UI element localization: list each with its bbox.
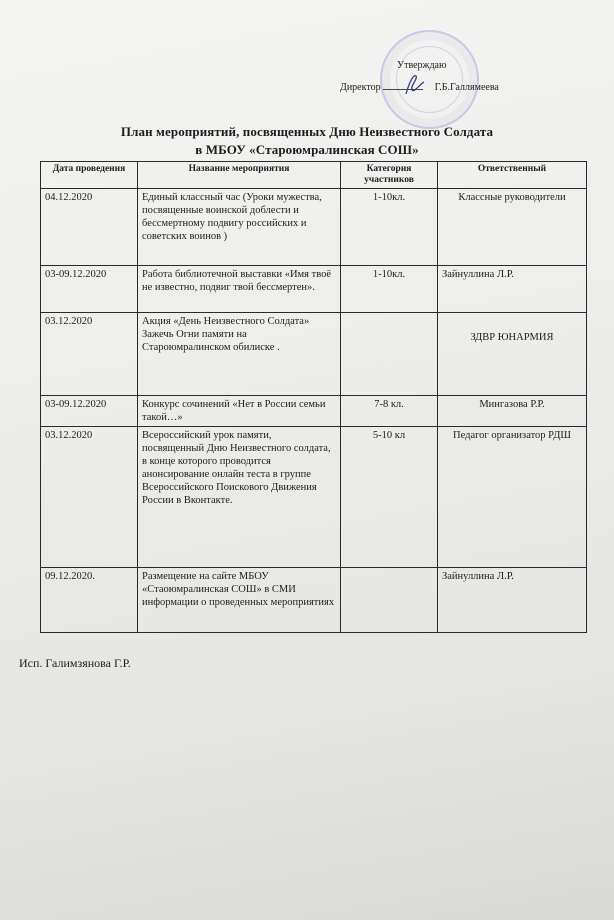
table-row: [41, 189, 587, 266]
page-title-line1: План мероприятий, посвященных Дню Неизвестного Солдата: [120, 124, 494, 139]
executor-note: Исп. Галимзянова Г.Р.: [19, 656, 131, 670]
header-date: Дата проведения: [41, 162, 138, 189]
cell-date: 03.12.2020: [41, 427, 138, 568]
page-title-line2: в МБОУ «Староюмралинская СОШ»: [195, 142, 419, 157]
cell-category: 7-8 кл.: [341, 396, 438, 427]
cell-responsible: Мингазова Р.Р.: [438, 396, 587, 427]
cell-category: 5-10 кл: [341, 427, 438, 568]
header-category: Категория участников: [341, 162, 438, 189]
events-table: [40, 161, 587, 633]
cell-event-name: Конкурс сочинений «Нет в России семьи такой…»: [138, 396, 341, 427]
cell-date: 09.12.2020.: [41, 568, 138, 633]
director-row: [340, 82, 499, 93]
table-row: [41, 396, 587, 427]
cell-event-name: Всероссийский урок памяти, посвященный Дню Неизвестного солдата, в конце которого проводится анонсирование онлайн теста в группе Всероссийского Поискового Движения России в Вконтакте.: [138, 427, 341, 568]
seal-stamp-icon: [380, 30, 479, 129]
table-header-row: [41, 162, 587, 189]
cell-date: 03-09.12.2020: [41, 266, 138, 313]
header-event-name: Название мероприятия: [138, 162, 341, 189]
table-row: [41, 313, 587, 396]
cell-responsible: ЗДВР ЮНАРМИЯ: [438, 313, 587, 396]
approve-label: Утверждаю: [397, 60, 447, 71]
cell-event-name: Размещение на сайте МБОУ «Стаоюмралинская СОШ» в СМИ информации о проведенных мероприятиях: [138, 568, 341, 633]
director-name: Г.Б.Галлямеева: [434, 82, 499, 93]
cell-date: 03-09.12.2020: [41, 396, 138, 427]
cell-responsible: Зайнуллина Л.Р.: [438, 568, 587, 633]
signature-line: [383, 89, 423, 90]
cell-event-name: Единый классный час (Уроки мужества, посвященные воинской доблести и бессмертному подвигу российских и советских воинов ): [138, 189, 341, 266]
director-label: Директор: [340, 82, 381, 93]
cell-date: 03.12.2020: [41, 313, 138, 396]
cell-event-name: Акция «День Неизвестного Солдата» Зажечь Огни памяти на Староюмралинском обилиске .: [138, 313, 341, 396]
cell-category: [341, 313, 438, 396]
cell-category: [341, 568, 438, 633]
cell-responsible: Педагог организатор РДШ: [438, 427, 587, 568]
cell-event-name: Работа библиотечной выставки «Имя твоё не известно, подвиг твой бессмертен».: [138, 266, 341, 313]
table-row: [41, 427, 587, 568]
table-row: [41, 568, 587, 633]
header-responsible: Ответственный: [438, 162, 587, 189]
cell-category: 1-10кл.: [341, 189, 438, 266]
approval-block: [340, 60, 580, 120]
cell-responsible: Зайнуллина Л.Р.: [438, 266, 587, 313]
cell-category: 1-10кл.: [341, 266, 438, 313]
cell-date: 04.12.2020: [41, 189, 138, 266]
cell-responsible: Классные руководители: [438, 189, 587, 266]
table-row: [41, 266, 587, 313]
